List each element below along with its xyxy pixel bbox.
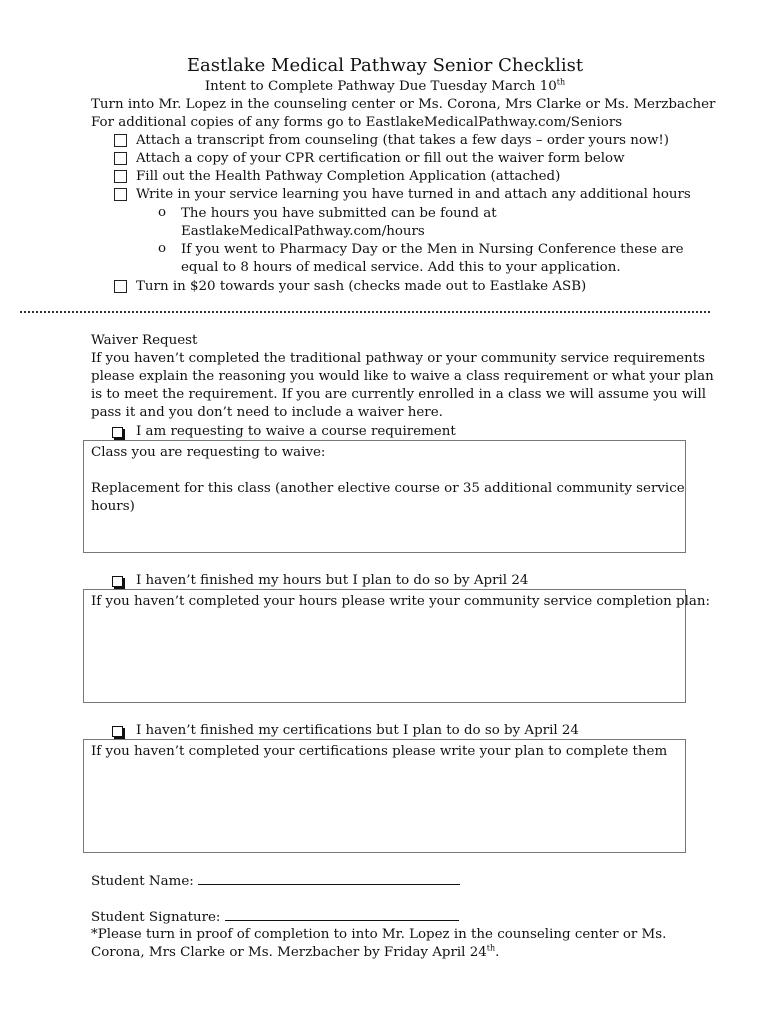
checkbox-sash[interactable] — [114, 280, 127, 293]
student-signature-label: Student Signature: — [91, 910, 221, 925]
course-box-line2: Replacement for this class (another elective course or 35 additional community service — [91, 481, 685, 496]
checkbox-cpr[interactable] — [114, 152, 127, 165]
course-box-line1: Class you are requesting to waive: — [91, 445, 326, 460]
hours-plan-box[interactable] — [83, 589, 711, 703]
checkbox-transcript[interactable] — [114, 134, 127, 147]
waiver-para-line4: pass it and you don’t need to include a waiver here. — [91, 405, 443, 420]
footer-note-line1: *Please turn in proof of completion to into Mr. Lopez in the counseling center or Ms. — [91, 927, 667, 942]
checkbox-hours[interactable] — [112, 576, 123, 587]
student-signature-row — [91, 908, 459, 927]
checklist-item-sash: Turn in $20 towards your sash (checks made out to Eastlake ASB) — [136, 279, 587, 294]
page-title: Eastlake Medical Pathway Senior Checklist — [186, 55, 584, 76]
due-sup: th — [556, 77, 566, 87]
cert-box-prompt: If you haven’t completed your certifications please write your plan to complete them — [91, 744, 668, 759]
footer-note-sup: th — [486, 943, 496, 953]
waiver-para-line2: please explain the reasoning you would like to waive a class requirement or what your plan — [91, 369, 714, 384]
waiver-para-line3: is to meet the requirement. If you are currently enrolled in a class we will assume you will — [91, 387, 707, 402]
hours-label: I haven’t finished my hours but I plan to do so by April 24 — [136, 573, 529, 588]
checkbox-application[interactable] — [114, 170, 127, 183]
student-name-row — [91, 872, 460, 891]
student-name-label: Student Name: — [91, 874, 194, 889]
waiver-heading: Waiver Request — [91, 333, 198, 348]
sub-item-2-line1: If you went to Pharmacy Day or the Men in Nursing Conference these are — [181, 242, 684, 257]
student-signature-field[interactable] — [225, 908, 459, 921]
checkbox-certifications[interactable] — [112, 726, 123, 737]
certifications-label: I haven’t finished my certifications but I plan to do so by April 24 — [136, 723, 579, 738]
section-divider — [20, 311, 710, 313]
due-text: Intent to Complete Pathway Due Tuesday March 10 — [204, 79, 557, 94]
course-waiver-box[interactable] — [83, 440, 686, 553]
hours-box-prompt: If you haven’t completed your hours please write your community service completion plan: — [91, 594, 711, 609]
course-box-line3: hours) — [91, 499, 135, 514]
sub-item-2-line2: equal to 8 hours of medical service. Add this to your application. — [181, 260, 621, 275]
checklist-item-transcript: Attach a transcript from counseling (that takes a few days – order yours now!) — [136, 133, 670, 148]
sub-bullet-1: o — [158, 205, 167, 220]
student-name-field[interactable] — [198, 872, 460, 885]
checkbox-service-learning[interactable] — [114, 188, 127, 201]
due-line — [0, 78, 770, 96]
course-waiver-label: I am requesting to waive a course requirement — [136, 424, 456, 439]
turn-in-line: Turn into Mr. Lopez in the counseling center or Ms. Corona, Mrs Clarke or Ms. Merzbacher — [91, 97, 716, 112]
checklist-item-application: Fill out the Health Pathway Completion Application (attached) — [136, 169, 561, 184]
footer-note-line2 — [91, 944, 499, 962]
sub-bullet-2: o — [158, 241, 167, 256]
waiver-para-line1: If you haven’t completed the traditional pathway or your community service requirements — [91, 351, 705, 366]
checklist-item-service-learning: Write in your service learning you have turned in and attach any additional hours — [136, 187, 691, 202]
checkbox-course-waiver[interactable] — [112, 427, 123, 438]
footer-note-end: . — [495, 945, 500, 960]
copies-line: For additional copies of any forms go to EastlakeMedicalPathway.com/Seniors — [91, 115, 623, 130]
checklist-item-cpr: Attach a copy of your CPR certification or fill out the waiver form below — [136, 151, 625, 166]
sub-item-1-line2: EastlakeMedicalPathway.com/hours — [181, 224, 425, 239]
footer-note-text: Corona, Mrs Clarke or Ms. Merzbacher by Friday April 24 — [91, 945, 487, 960]
sub-item-1-line1: The hours you have submitted can be found at — [181, 206, 497, 221]
certifications-plan-box[interactable] — [83, 739, 686, 853]
